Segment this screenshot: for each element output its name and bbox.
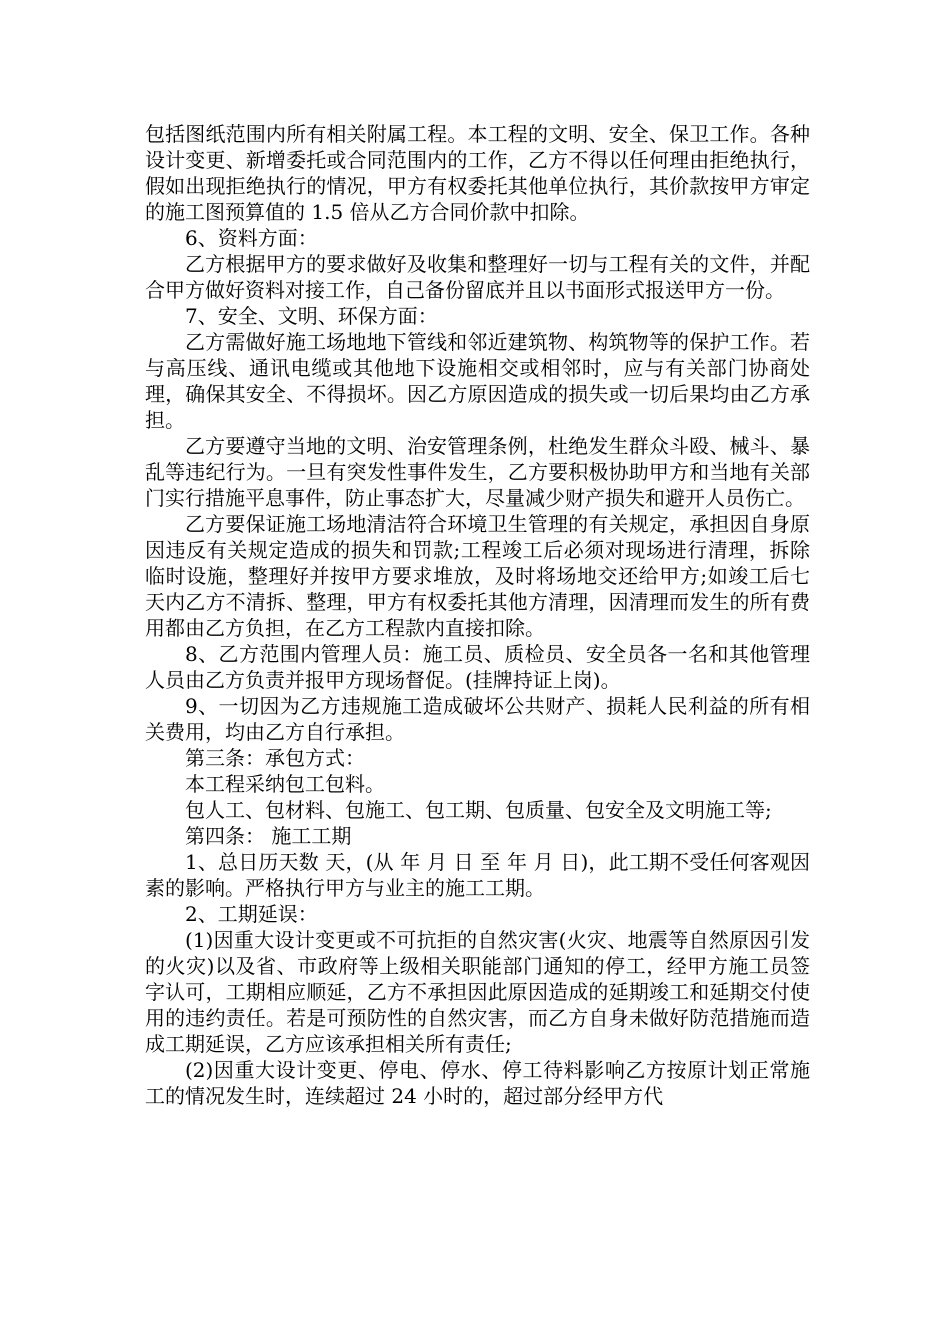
paragraph: 乙方要保证施工场地清洁符合环境卫生管理的有关规定，承担因自身原因违反有关规定造成的损失和罚款;工程竣工后必须对现场进行清理，拆除临时设施，整理好并按甲方要求堆放，及时将场地交还给甲方;如竣工后七天内乙方不清拆、整理，甲方有权委托其他方清理，因清理而发生的所有费用都由乙方负担，在乙方工程款内直接扣除。 [145,512,810,640]
paragraph: 1、总日历天数 天，(从 年 月 日 至 年 月 日)，此工期不受任何客观因素的影响。严格执行甲方与业主的施工工期。 [145,850,810,900]
paragraph: 第三条：承包方式： [185,746,365,770]
paragraph: (1)因重大设计变更或不可抗拒的自然灾害(火灾、地震等自然原因引发的火灾)以及省、市政府等上级相关职能部门通知的停工，经甲方施工员签字认可，工期相应顺延，乙方不承担因此原因造成的延期竣工和延期交付使用的违约责任。若是可预防性的自然灾害，而乙方自身未做好防范措施而造成工期延误，乙方应该承担相关所有责任; [145,928,810,1056]
paragraph: 乙方需做好施工场地地下管线和邻近建筑物、构筑物等的保护工作。若与高压线、通讯电缆或其他地下设施相交或相邻时，应与有关部门协商处理，确保其安全、不得损坏。因乙方原因造成的损失或一切后果均由乙方承担。 [145,330,810,432]
paragraph: 乙方根据甲方的要求做好及收集和整理好一切与工程有关的文件，并配合甲方做好资料对接工作，自己备份留底并且以书面形式报送甲方一份。 [145,252,810,302]
paragraph: (2)因重大设计变更、停电、停水、停工待料影响乙方按原计划正常施工的情况发生时，连续超过 24 小时的，超过部分经甲方代 [145,1058,810,1108]
paragraph: 2、工期延误： [185,902,318,926]
paragraph: 7、安全、文明、环保方面： [185,304,438,328]
paragraph: 8、乙方范围内管理人员：施工员、质检员、安全员各一名和其他管理人员由乙方负责并报甲方现场督促。(挂牌持证上岗)。 [145,642,810,692]
paragraph: 包括图纸范围内所有相关附属工程。本工程的文明、安全、保卫工作。各种设计变更、新增委托或合同范围内的工作，乙方不得以任何理由拒绝执行，假如出现拒绝执行的情况，甲方有权委托其他单位执行，其价款按甲方审定的施工图预算值的 1.5 倍从乙方合同价款中扣除。 [145,122,810,224]
paragraph: 本工程采纳包工包料。 [185,772,385,796]
paragraph: 9、一切因为乙方违规施工造成破坏公共财产、损耗人民利益的所有相关费用，均由乙方自行承担。 [145,694,810,744]
document-page [145,121,810,1109]
paragraph: 6、资料方面： [185,226,318,250]
paragraph: 第四条： 施工工期 [185,824,352,848]
paragraph: 包人工、包材料、包施工、包工期、包质量、包安全及文明施工等; [185,798,772,822]
paragraph: 乙方要遵守当地的文明、治安管理条例，杜绝发生群众斗殴、械斗、暴乱等违纪行为。一旦有突发性事件发生，乙方要积极协助甲方和当地有关部门实行措施平息事件，防止事态扩大，尽量减少财产损失和避开人员伤亡。 [145,434,810,510]
